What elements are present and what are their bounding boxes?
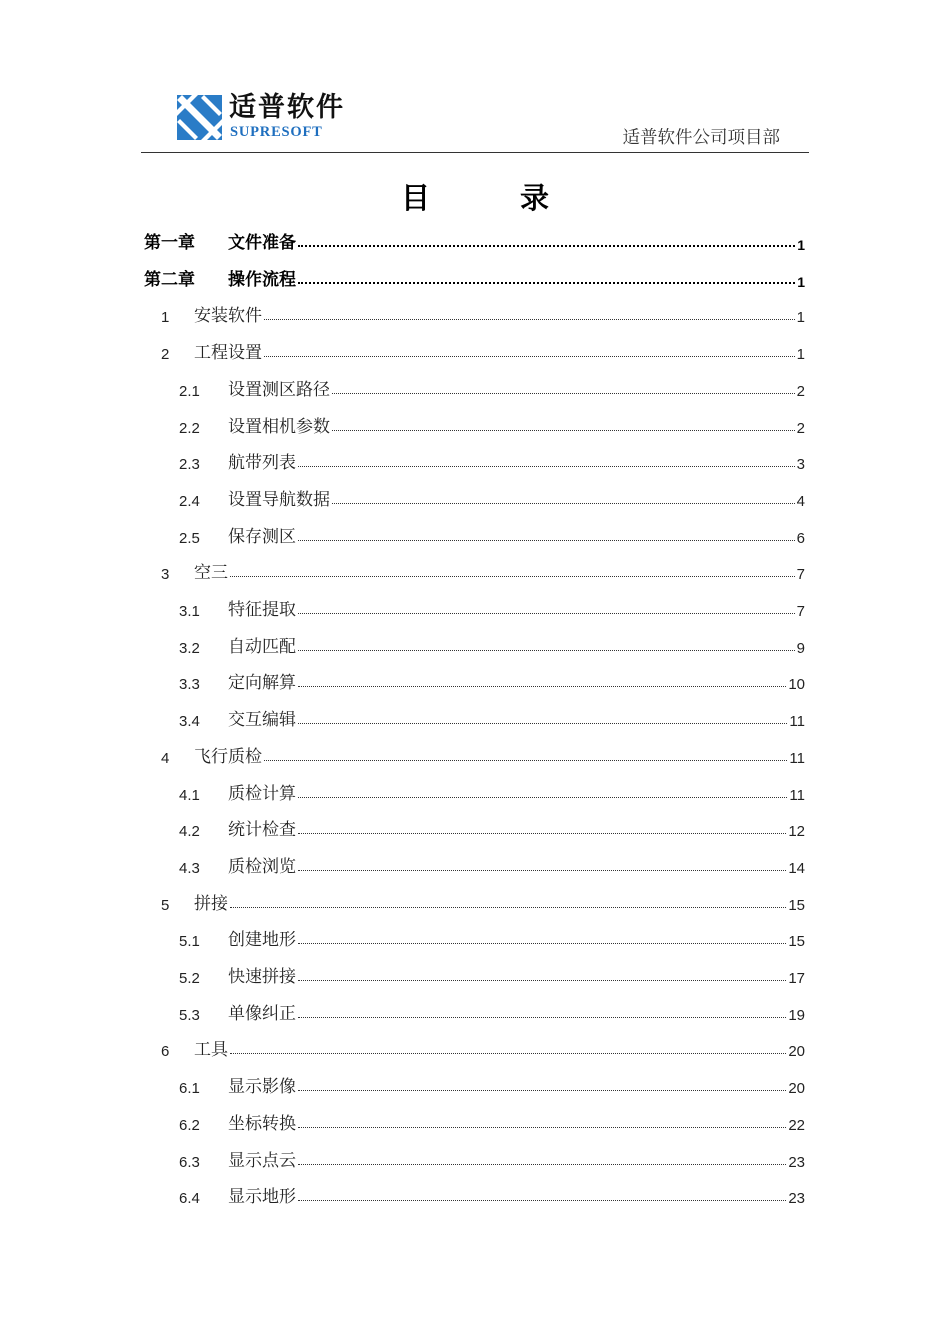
toc-entry-number: 4.2	[179, 823, 200, 841]
toc-entry-label: 飞行质检	[194, 746, 262, 767]
toc-entry[interactable]	[179, 523, 805, 547]
toc-entry-label: 快速拼接	[228, 967, 296, 987]
toc-entry[interactable]	[179, 963, 805, 987]
toc-leader-dots	[298, 723, 787, 724]
toc-entry-number: 1	[161, 309, 170, 327]
toc-entry-number: 5	[161, 896, 170, 914]
toc-entry[interactable]	[179, 1000, 805, 1024]
toc-entry-label: 显示地形	[228, 1187, 296, 1208]
toc-entry-number: 6.4	[179, 1190, 200, 1208]
toc-entry-page: 22	[788, 1116, 805, 1134]
toc-entry-page: 2	[796, 382, 805, 400]
toc-entry-label: 空三	[194, 563, 228, 584]
toc-entry-page: 14	[788, 859, 805, 877]
toc-leader-dots	[230, 576, 795, 577]
toc-entry-number: 2	[161, 346, 170, 364]
toc-entry-label: 设置测区路径	[228, 379, 330, 400]
toc-leader-dots	[298, 613, 795, 614]
toc-entry-page: 7	[796, 566, 805, 584]
toc-entry-page: 1	[796, 309, 805, 327]
toc-entry[interactable]	[179, 633, 805, 657]
toc-entry-label: 坐标转换	[228, 1113, 296, 1134]
toc-entry-number: 4	[161, 749, 170, 767]
toc-entry-number: 5.2	[179, 970, 200, 987]
toc-leader-dots	[264, 319, 795, 320]
toc-entry[interactable]	[179, 853, 805, 877]
toc-entry[interactable]	[179, 816, 805, 840]
toc-entry-label: 统计检查	[228, 820, 296, 841]
toc-entry[interactable]	[179, 1110, 805, 1134]
toc-leader-dots	[298, 466, 795, 467]
toc-entry-label: 单像纠正	[228, 1003, 296, 1024]
toc-leader-dots	[298, 1200, 786, 1201]
toc-entry-number: 5.1	[179, 933, 200, 951]
toc-leader-dots	[230, 907, 786, 908]
toc-entry-page: 23	[788, 1153, 805, 1171]
toc-leader-dots	[230, 1053, 786, 1054]
toc-entry[interactable]	[179, 486, 805, 510]
toc-leader-dots	[298, 686, 786, 687]
toc-entry-label: 特征提取	[228, 600, 296, 620]
toc-leader-dots	[298, 1164, 786, 1165]
toc-leader-dots	[298, 943, 786, 944]
toc-entry[interactable]	[179, 706, 805, 730]
toc-entry[interactable]	[161, 302, 805, 326]
toc-entry[interactable]	[179, 413, 805, 437]
toc-entry-page: 7	[796, 603, 805, 620]
logo-english-text: SUPRESOFT	[230, 124, 323, 140]
toc-entry-number: 6.2	[179, 1116, 200, 1134]
toc-leader-dots	[298, 980, 786, 981]
toc-leader-dots	[332, 503, 795, 504]
toc-leader-dots	[298, 1090, 786, 1091]
toc-entry[interactable]	[179, 1073, 805, 1097]
toc-entry-label: 定向解算	[228, 673, 296, 694]
toc-entry[interactable]	[144, 266, 805, 290]
toc-entry-page: 10	[788, 676, 805, 694]
toc-entry[interactable]	[144, 229, 805, 253]
toc-entry-number: 5.3	[179, 1006, 200, 1024]
toc-entry-page: 9	[796, 639, 805, 657]
toc-entry-label: 交互编辑	[228, 710, 296, 731]
toc-entry-page: 1	[797, 237, 805, 253]
supresoft-logo-icon	[177, 95, 222, 140]
toc-entry-page: 1	[797, 273, 805, 290]
toc-entry-label: 显示点云	[228, 1150, 296, 1171]
toc-entry-page: 1	[796, 346, 805, 364]
toc-leader-dots	[264, 760, 787, 761]
toc-entry-number: 6.3	[179, 1153, 200, 1171]
toc-entry-page: 20	[788, 1043, 805, 1061]
toc-leader-dots	[332, 430, 795, 431]
toc-entry[interactable]	[161, 743, 805, 767]
toc-entry-label: 设置相机参数	[228, 416, 330, 437]
toc-entry-page: 19	[788, 1006, 805, 1024]
toc-entry[interactable]	[179, 1147, 805, 1171]
toc-entry-label: 工具	[194, 1040, 228, 1061]
toc-entry-page: 11	[789, 713, 805, 731]
toc-leader-dots	[298, 833, 786, 834]
toc-leader-dots	[298, 282, 795, 284]
toc-entry-label: 安装软件	[194, 306, 262, 327]
toc-entry-number: 3.3	[179, 676, 200, 694]
toc-entry-number: 第二章	[144, 269, 195, 290]
toc-leader-dots	[264, 356, 795, 357]
toc-entry[interactable]	[179, 780, 805, 804]
toc-entry-number: 2.2	[179, 419, 200, 437]
toc-entry-number: 4.3	[179, 859, 200, 877]
logo-chinese-text: 适普软件	[229, 92, 345, 123]
toc-entry-label: 工程设置	[194, 343, 262, 364]
toc-entry-page: 3	[796, 456, 805, 474]
toc-entry-number: 2.5	[179, 529, 200, 547]
toc-entry-number: 3	[161, 566, 170, 584]
toc-entry-page: 15	[788, 933, 805, 951]
toc-entry[interactable]	[161, 1036, 805, 1060]
company-department: 适普软件公司项目部	[622, 128, 780, 148]
toc-entry-number: 2.4	[179, 492, 200, 510]
toc-entry-label: 质检浏览	[228, 856, 296, 877]
toc-entry-number: 2.1	[179, 382, 200, 400]
toc-entry-label: 创建地形	[228, 930, 296, 951]
toc-entry-page: 2	[796, 419, 805, 437]
toc-entry-label: 航带列表	[228, 453, 296, 474]
toc-leader-dots	[298, 540, 795, 541]
toc-entry-label: 显示影像	[228, 1077, 296, 1098]
toc-leader-dots	[298, 870, 786, 871]
toc-entry-page: 11	[789, 749, 805, 767]
toc-entry-page: 4	[796, 492, 805, 510]
toc-entry-page: 20	[788, 1080, 805, 1098]
toc-entry-page: 11	[789, 786, 805, 804]
toc-leader-dots	[298, 1017, 786, 1018]
toc-entry-page: 12	[788, 823, 805, 841]
toc-entry-number: 3.2	[179, 639, 200, 657]
toc-entry[interactable]	[161, 559, 805, 583]
toc-leader-dots	[298, 1127, 786, 1128]
toc-entry-page: 6	[796, 529, 805, 547]
page-header	[0, 0, 950, 160]
toc-entry-number: 3.4	[179, 713, 200, 731]
toc-entry-label: 操作流程	[228, 269, 296, 290]
toc-entry[interactable]	[179, 596, 805, 620]
toc-entry[interactable]	[179, 376, 805, 400]
toc-entry-number: 2.3	[179, 456, 200, 474]
toc-entry[interactable]	[161, 339, 805, 363]
toc-leader-dots	[298, 245, 795, 247]
header-divider	[141, 152, 809, 153]
toc-entry-number: 4.1	[179, 786, 200, 804]
toc-entry-number: 6.1	[179, 1080, 200, 1098]
toc-entry[interactable]	[161, 890, 805, 914]
toc-entry[interactable]	[179, 1183, 805, 1207]
page-title: 目 录	[400, 181, 590, 215]
toc-entry-page: 17	[788, 970, 805, 987]
toc-entry-label: 保存测区	[228, 526, 296, 547]
toc-entry-label: 拼接	[194, 893, 228, 914]
toc-entry-number: 3.1	[179, 603, 200, 620]
toc-entry-page: 23	[788, 1190, 805, 1208]
toc-entry[interactable]	[179, 449, 805, 473]
toc-entry-label: 自动匹配	[228, 636, 296, 657]
toc-leader-dots	[298, 797, 787, 798]
toc-entry-page: 15	[788, 896, 805, 914]
toc-leader-dots	[332, 393, 795, 394]
toc-entry[interactable]	[179, 926, 805, 950]
toc-entry-number: 6	[161, 1043, 170, 1061]
toc-entry-label: 质检计算	[228, 783, 296, 804]
toc-entry-label: 文件准备	[228, 233, 296, 253]
toc-entry-label: 设置导航数据	[228, 489, 330, 510]
toc-leader-dots	[298, 650, 795, 651]
toc-entry-number: 第一章	[144, 233, 195, 253]
toc-entry[interactable]	[179, 669, 805, 693]
